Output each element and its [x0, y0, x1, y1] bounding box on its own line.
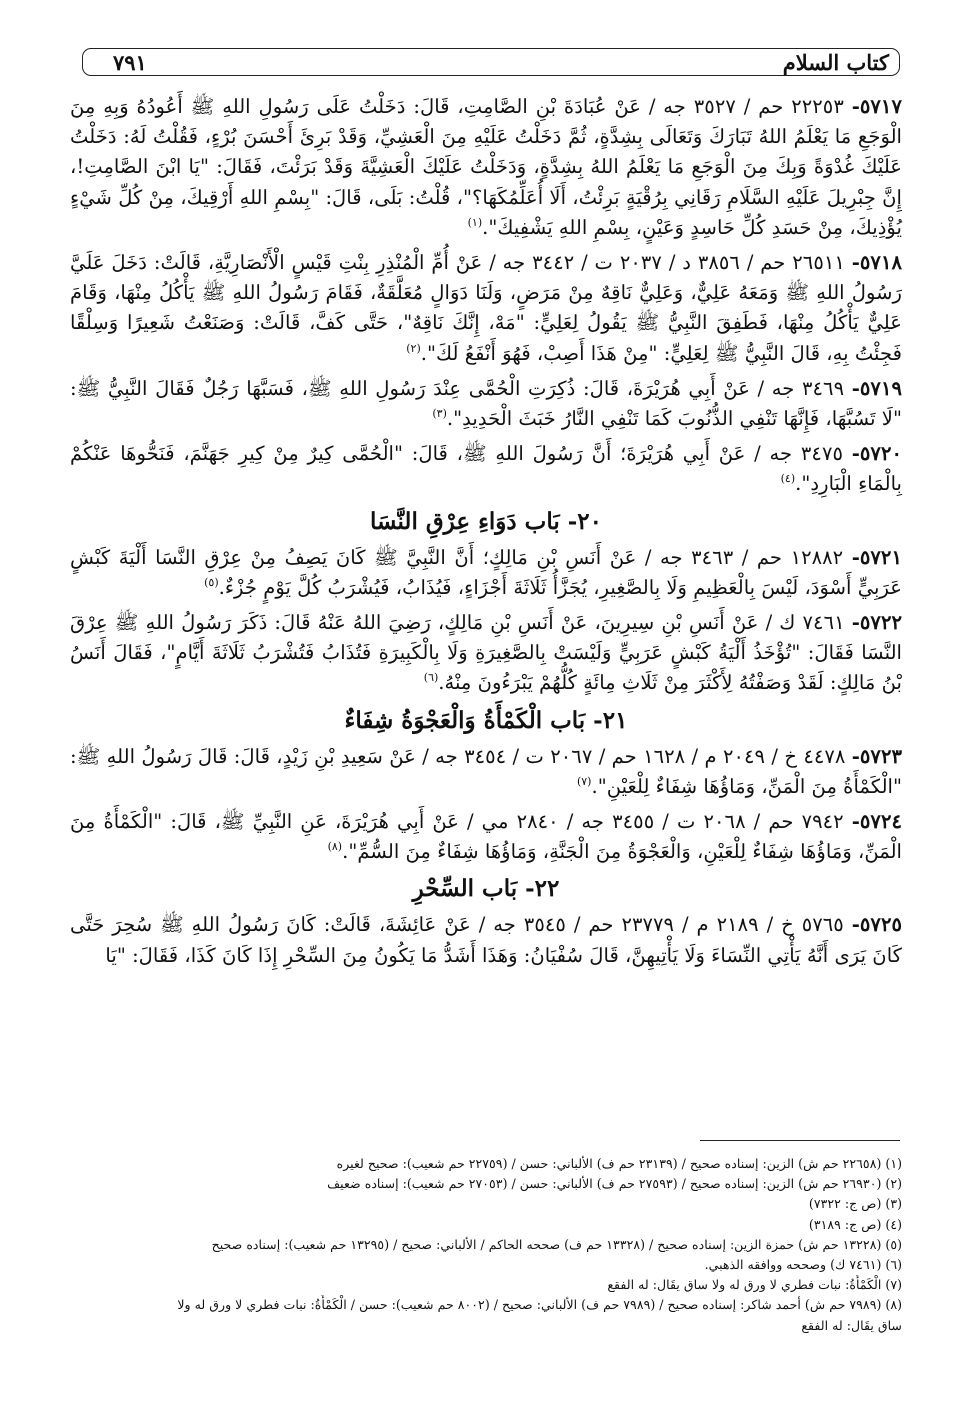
- footnote-ref: (٥): [204, 575, 219, 589]
- footnote-ref: (٣): [432, 407, 447, 421]
- page-number: ٧٩١: [113, 49, 147, 75]
- footnote-line: (٢) (٢٦٩٣٠ حم ش) الزين: إسناده صحيح / (٢٧٥٩٣ حم ف) الألباني: حسن / (٢٧٠٥٣ حم شعيب): إسناده ضعيف: [327, 1176, 902, 1192]
- hadith-text: ٢٢٢٥٣ حم / ٣٥٢٧ جه / عَنْ عُبَادَةَ بْنِ الصَّامِتِ، قَالَ: دَخَلْتُ عَلَى رَسُولِ اللهِ ﷺ أَعُودُهُ وَبِهِ مِنَ الْوَجَعِ مَا يَعْلَمُ اللهُ تَبَارَكَ وَتَعَالَى بِشِدَّةٍ، ثُمَّ دَخَلْتُ عَلَيْهِ مِنَ الْعَشِيِّ، وَقَدْ بَرِئَ أَحْسَنَ بُرْءٍ، فَقُلْتُ لَهُ: دَخَلْتُ عَلَيْكَ غُدْوَةً وَبِكَ مِنَ الْوَجَعِ مَا يَعْلَمُ اللهُ بِشِدَّةٍ، وَدَخَلْتُ عَلَيْكَ الْعَشِيَّةَ وَقَدْ بَرَئْتَ، فَقَالَ: "يَا ابْنَ الصَّامِتِ!، إِنَّ جِبْرِيلَ عَلَيْهِ السَّلَامِ رَقَانِي بِرُقْيَةٍ بَرِئْتُ، أَلَا أُعَلِّمُكَهَا؟"، قُلْتُ: بَلَى، قَالَ: "بِسْمِ اللهِ أَرْقِيكَ، مِنْ كُلِّ شَيْءٍ يُؤْذِيكَ، مِنْ حَسَدِ كُلِّ حَاسِدٍ وَعَيْنٍ، بِسْمِ اللهِ يَشْفِيكَ".: [70, 95, 902, 239]
- hadith-text: ٥٧٦٥ خ / ٢١٨٩ م / ٢٣٧٧٩ حم / ٣٥٤٥ جه / عَنْ عَائِشَةَ، قَالَتْ: كَانَ رَسُولُ اللهِ ﷺ سُحِرَ حَتَّى كَانَ يَرَى أَنَّهُ يَأْتِي النِّسَاءَ وَلَا يَأْتِيهِنَّ، قَالَ سُفْيَانُ: وَهَذَا أَشَدُّ مَا يَكُونُ مِنَ السِّحْرِ إِذَا كَانَ كَذَا، فَقَالَ: "يَا: [70, 913, 902, 967]
- chapter-heading: ٢٢- بَاب السِّحْرِ: [412, 875, 560, 903]
- hadith-entry: [70, 807, 902, 870]
- footnote-ref: (٨): [327, 840, 343, 854]
- hadith-number: ٥٧٢٢-: [851, 611, 902, 635]
- hadith-text: ٤٤٧٨ خ / ٢٠٤٩ م / ١٦٢٨ حم / ٢٠٦٧ ت / ٣٤٥٤ جه / عَنْ سَعِيدِ بْنِ زَيْدٍ، قَالَ: قَالَ رَسُولُ اللهِ ﷺ: "الْكَمْأَةُ مِنَ الْمَنِّ، وَمَاؤُهَا شِفَاءٌ لِلْعَيْنِ".: [70, 744, 902, 798]
- hadith-entry: [70, 92, 902, 246]
- hadith-text: ٣٤٧٥ جه / عَنْ أَبِي هُرَيْرَةَ؛ أَنَّ رَسُولَ اللهِ ﷺ، قَالَ: "الْحُمَّى كِيرٌ مِنْ كِيرِ جَهَنَّمَ، فَنَحُّوهَا عَنْكُمْ بِالْمَاءِ الْبَارِدِ".: [70, 442, 902, 496]
- hadith-text: ٣٤٦٩ جه / عَنْ أَبِي هُرَيْرَةَ، قَالَ: ذُكِرَتِ الْحُمَّى عِنْدَ رَسُولِ اللهِ ﷺ، فَسَبَّهَا رَجُلٌ فَقَالَ النَّبِيُّ ﷺ: "لَا تَسُبَّهَا، فَإِنَّهَا تَنْفِي الذُّنُوبَ كَمَا تَنْفِي النَّارُ خَبَثَ الْحَدِيدِ".: [70, 376, 902, 431]
- footnote-line: (١) (٢٢٦٥٨ حم ش) الزين: إسناده صحيح / (٢٣١٣٩ حم ف) الألباني: حسن / (٢٢٧٥٩ حم شعيب): صحيح لغيره: [336, 1156, 902, 1171]
- chapter-heading: ٢١- بَاب الْكَمْأَةُ وَالْعَجْوَةُ شِفَاءٌ: [344, 706, 628, 734]
- page-body: [70, 92, 902, 973]
- hadith-text: ٢٦٥١١ حم / ٣٨٥٦ د / ٢٠٣٧ ت / ٣٤٤٢ جه / عَنْ أُمِّ الْمُنْذِرِ بِنْتِ قَيْسٍ الْأَنْصَارِيَّةِ، قَالَتْ: دَخَلَ عَلَيَّ رَسُولُ اللهِ ﷺ وَمَعَهُ عَلِيٌّ، وَعَلِيٌّ نَاقِهٌ مِنْ مَرَضٍ، وَلَنَا دَوَالٍ مُعَلَّقَةٌ، فَقَامَ رَسُولُ اللهِ ﷺ يَأْكُلُ مِنْهَا، وَقَامَ عَلِيٌّ يَأْكُلُ مِنْهَا، فَطَفِقَ النَّبِيُّ ﷺ يَقُولُ لِعَلِيٍّ: "مَهْ، إِنَّكَ نَاقِهٌ"، حَتَّى كَفَّ، قَالَتْ: وَصَنَعْتُ شَعِيرًا وَسِلْقًا فَجِئْتُ بِهِ، قَالَ النَّبِيُّ ﷺ لِعَلِيٍّ: "مِنْ هَذَا أَصِبْ، فَهُوَ أَنْفَعُ لَكَ".: [70, 251, 902, 365]
- hadith-number: ٥٧٢١-: [851, 545, 902, 569]
- hadith-entry: [70, 543, 902, 606]
- hadith-text: ٧٩٤٢ حم / ٢٠٦٨ ت / ٣٤٥٥ جه / ٢٨٤٠ مي / عَنْ أَبِي هُرَيْرَةَ، عَنِ النَّبِيِّ ﷺ، قَالَ: "الْكَمْأَةُ مِنَ الْمَنِّ، وَمَاؤُهَا شِفَاءٌ لِلْعَيْنِ، وَالْعَجْوَةُ مِنَ الْجَنَّةِ، وَمَاؤُهَا شِفَاءٌ مِنَ السُّمِّ".: [70, 810, 902, 864]
- footnote-ref: (٢): [406, 341, 421, 355]
- hadith-entry: [70, 742, 902, 805]
- hadith-number: ٥٧١٩-: [851, 376, 902, 400]
- hadith-entry: [70, 374, 902, 437]
- footnote-line: (٦) (٧٤٦١ ك) وصححه ووافقه الذهبي.: [704, 1257, 902, 1273]
- hadith-number: ٥٧١٨-: [851, 251, 903, 275]
- footnote-line: (٤) (ص ج: ٣١٨٩): [808, 1216, 902, 1232]
- footnote-line: (٣) (ص ج: ٧٣٢٢): [808, 1196, 902, 1212]
- book-title: كتاب السلام: [782, 49, 889, 75]
- hadith-number: ٥٧١٧-: [851, 95, 902, 118]
- hadith-text: ٧٤٦١ ك / عَنْ أَنَسِ بْنِ سِيرِينَ، عَنْ أَنَسِ بْنِ مَالِكٍ، رَضِيَ اللهُ عَنْهُ قَالَ: ذَكَرَ رَسُولُ اللهِ ﷺ عِرْقَ النَّسَا فَقَالَ: "تُؤْخَذُ أَلْيَةُ كَبْشٍ عَرَبِيٍّ وَلَيْسَتْ بِالصَّغِيرَةِ وَلَا بِالْكَبِيرَةِ فَتُذَابُ فَتُشْرَبُ ثَلَاثَةَ أَيَّامٍ"، فَقَالَ أَنَسُ بْنُ مَالِكٍ: لَقَدْ وَصَفْتُهُ لِأَكْثَرَ مِنْ ثَلَاثِ مِائَةٍ كُلُّهُمْ يَبْرَءُونَ مِنْهُ.: [70, 611, 902, 695]
- footnote-line: (٨) (٧٩٨٩ حم ش) أحمد شاكر: إسناده صحيح / (٧٩٨٩ حم ف) الألباني: صحيح / (٨٠٠٢ حم شعيب): حسن / الْكَمْأَةُ: نبات فطري لا ورق له ولا: [177, 1297, 902, 1313]
- hadith-number: ٥٧٢٣-: [851, 744, 903, 768]
- footnote-ref: (٧): [576, 774, 592, 788]
- hadith-text: ١٢٨٨٢ حم / ٣٤٦٣ جه / عَنْ أَنَسِ بْنِ مَالِكٍ؛ أَنَّ النَّبِيَّ ﷺ كَانَ يَصِفُ مِنْ عِرْقِ النَّسَا أَلْيَةَ كَبْشٍ عَرَبِيٍّ أَسْوَدَ، لَيْسَ بِالْعَظِيمِ وَلَا بِالصَّغِيرِ، يُجَزَّأُ ثَلَاثَةَ أَجْزَاءٍ، فَيُذَابُ، فَيُشْرَبُ كُلَّ يَوْمٍ جُزْءٌ.: [70, 545, 902, 599]
- footnote-line: (٥) (١٣٢٢٨ حم ش) حمزة الزين: إسناده صحيح / (١٣٣٢٨ حم ف) صححه الحاكم / الألباني: صحيح / (١٣٢٩٥ حم شعيب): إسناده صحيح: [211, 1236, 902, 1252]
- footnote-separator: [700, 1140, 900, 1141]
- footnote-ref: (٦): [423, 671, 439, 685]
- hadith-entry: [70, 439, 902, 502]
- footnote-ref: (٤): [780, 472, 796, 486]
- footnote-line: (٧) الْكَمْأَةُ: نبات فطري لا ورق له ولا ساق يقَال: له الفقع: [607, 1277, 902, 1293]
- hadith-number: ٥٧٢٠-: [851, 442, 903, 466]
- hadith-entry: [70, 248, 902, 372]
- footnote-line: ساق يقَال: له الفقع: [801, 1317, 902, 1333]
- footnotes: [70, 1154, 902, 1336]
- chapter-heading: ٢٠- بَاب دَوَاءِ عِرْقِ النَّسَا: [369, 507, 603, 535]
- hadith-number: ٥٧٢٤-: [851, 810, 903, 834]
- hadith-number: ٥٧٢٥-: [851, 913, 903, 937]
- page-header: [82, 48, 900, 76]
- hadith-entry: [70, 910, 902, 970]
- hadith-entry: [70, 608, 902, 702]
- footnote-ref: (١): [467, 215, 483, 229]
